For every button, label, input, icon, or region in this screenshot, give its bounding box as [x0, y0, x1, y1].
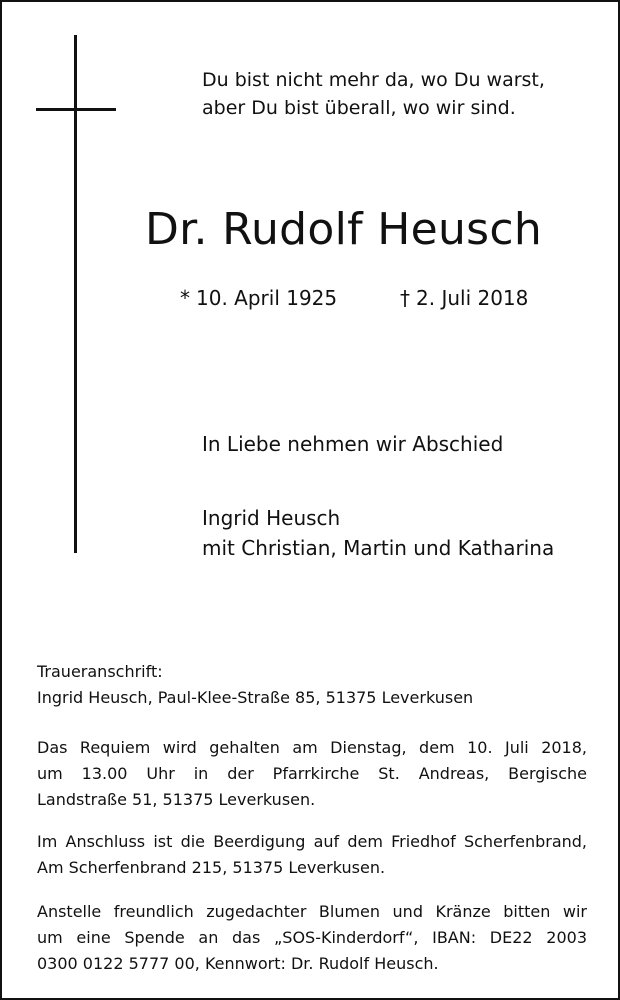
address-label: Traueranschrift:	[37, 662, 163, 681]
death-date-line	[400, 284, 528, 312]
death-symbol: †	[400, 286, 410, 310]
motto-line-2: aber Du bist überall, wo wir sind.	[202, 97, 516, 119]
burial-info	[37, 829, 587, 881]
burial-line-2: Am Scherfenbrand 215, 51375 Leverkusen.	[37, 858, 386, 877]
donation-line-2: um eine Spende an das „SOS-Kinderdorf“, IBAN: DE22 2003	[37, 928, 587, 947]
birth-symbol: *	[180, 286, 190, 310]
requiem-info	[37, 735, 587, 813]
requiem-line-2: um 13.00 Uhr in der Pfarrkirche St. Andreas, Bergische	[37, 764, 587, 783]
death-date: 2. Juli 2018	[416, 286, 529, 310]
requiem-line-1: Das Requiem wird gehalten am Dienstag, dem 10. Juli 2018,	[37, 738, 587, 757]
birth-date-line	[180, 284, 337, 312]
cross-icon	[74, 35, 77, 553]
deceased-name: Dr. Rudolf Heusch	[145, 204, 543, 255]
donation-line-3: 0300 0122 5777 00, Kennwort: Dr. Rudolf Heusch.	[37, 954, 439, 973]
birth-date: 10. April 1925	[196, 286, 338, 310]
family-signature	[202, 503, 554, 563]
requiem-line-3: Landstraße 51, 51375 Leverkusen.	[37, 790, 316, 809]
motto-line-1: Du bist nicht mehr da, wo Du warst,	[202, 69, 545, 91]
family-line-1: Ingrid Heusch	[202, 506, 341, 530]
family-line-2: mit Christian, Martin und Katharina	[202, 536, 555, 560]
donation-line-1: Anstelle freundlich zugedachter Blumen und Kränze bitten wir	[37, 902, 587, 921]
cross-icon-crossbar	[36, 108, 116, 111]
farewell-text: In Liebe nehmen wir Abschied	[202, 432, 504, 456]
mourning-address	[37, 659, 587, 711]
burial-line-1: Im Anschluss ist die Beerdigung auf dem Friedhof Scherfenbrand,	[37, 832, 587, 851]
motto	[202, 66, 545, 122]
address-line: Ingrid Heusch, Paul-Klee-Straße 85, 51375 Leverkusen	[37, 688, 474, 707]
donation-info	[37, 899, 587, 977]
